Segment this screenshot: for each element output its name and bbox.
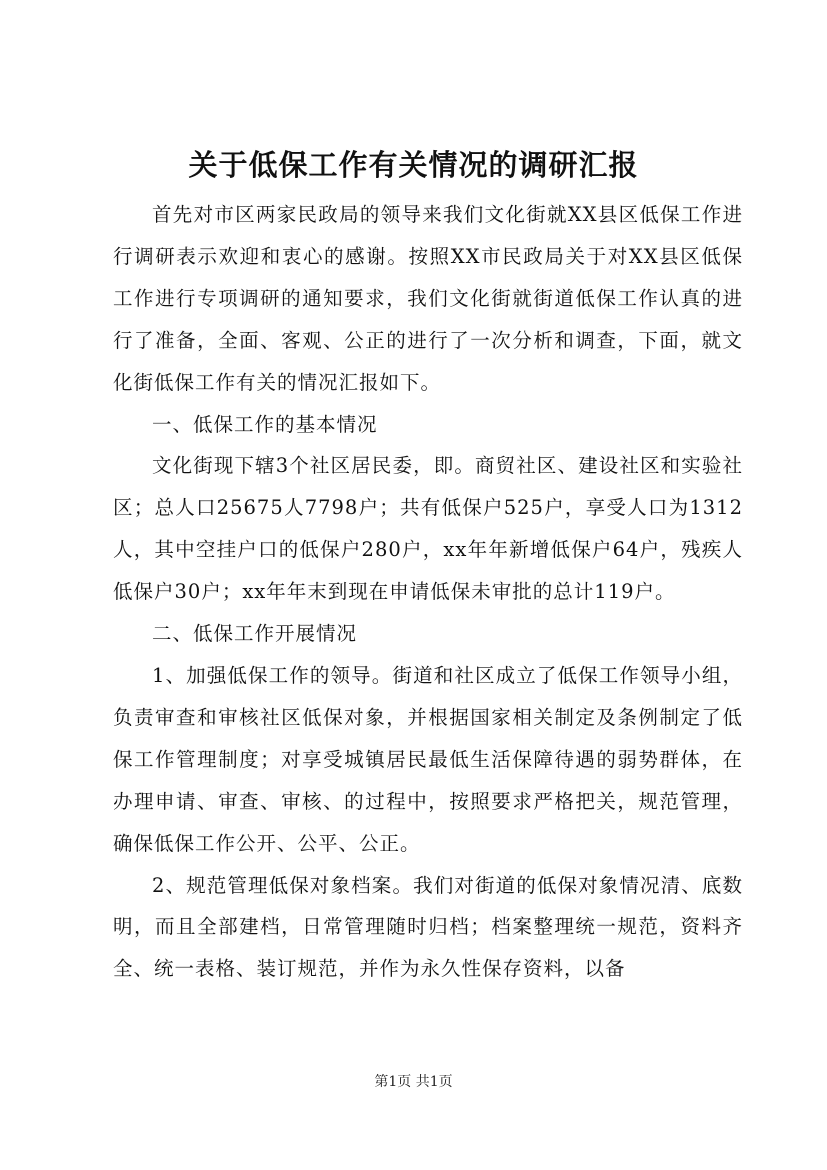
section-heading-work-progress: 二、低保工作开展情况 bbox=[152, 622, 358, 646]
document-title: 关于低保工作有关情况的调研汇报 bbox=[188, 148, 639, 182]
section-heading-basic-situation: 一、低保工作的基本情况 bbox=[152, 412, 378, 436]
document-body bbox=[113, 194, 743, 990]
paragraph-basic-situation: 文化街现下辖3个社区居民委，即。商贸社区、建设社区和实验社区；总人口25675人7798户；共有低保户525户，享受人口为1312人，其中空挂户口的低保户280户，xx年年新增低保户64户，残疾人低保户30户；xx年年末到现在申请低保未审批的总计119户。 bbox=[113, 454, 743, 604]
page-number-label: 第1页 共1页 bbox=[374, 1074, 453, 1090]
paragraph-intro: 首先对市区两家民政局的领导来我们文化街就XX县区低保工作进行调研表示欢迎和衷心的感谢。按照XX市民政局关于对XX县区低保工作进行专项调研的通知要求，我们文化街就街道低保工作认真的进行了准备，全面、客观、公正的进行了一次分析和调查，下面，就文化街低保工作有关的情况汇报如下。 bbox=[113, 203, 743, 394]
page-footer bbox=[0, 1072, 827, 1092]
paragraph-leadership: 1、加强低保工作的领导。街道和社区成立了低保工作领导小组，负责审查和审核社区低保对象，并根据国家相关制定及条例制定了低保工作管理制度；对享受城镇居民最低生活保障待遇的弱势群体，在办理申请、审查、审核、的过程中，按照要求严格把关，规范管理，确保低保工作公开、公平、公正。 bbox=[113, 663, 743, 855]
paragraph-archives: 2、规范管理低保对象档案。我们对街道的低保对象情况清、底数明，而且全部建档，日常管理随时归档；档案整理统一规范，资料齐全、统一表格、装订规范，并作为永久性保存资料，以备 bbox=[113, 873, 743, 981]
